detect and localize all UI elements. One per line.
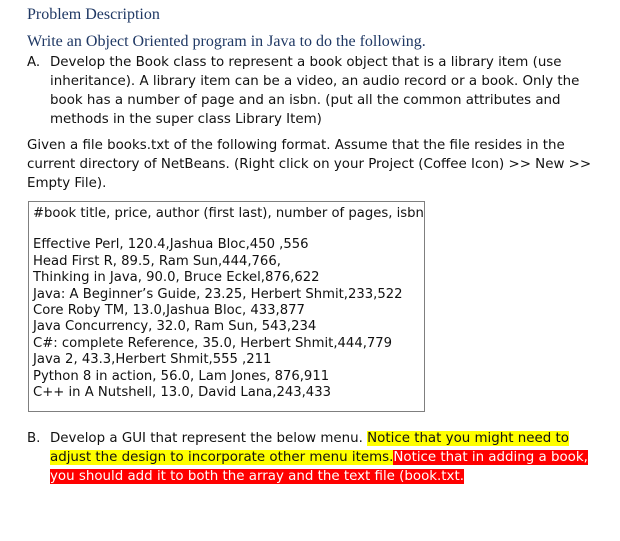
yellow-highlight-note: Notice that you might need to adjust the design to incorporate other menu items. — [50, 431, 569, 465]
task-item-b — [27, 429, 602, 486]
file-line: Java Concurrency, 32.0, Ram Sun, 543,234 — [33, 319, 317, 335]
file-line: C#: complete Reference, 35.0, Herbert Shmit,444,779 — [33, 335, 393, 351]
file-line: Head First R, 89.5, Ram Sun,444,766, — [33, 253, 281, 269]
file-line: Thinking in Java, 90.0, Bruce Eckel,876,622 — [33, 270, 320, 286]
file-format-box — [28, 201, 425, 412]
item-b-plain-text: Develop a GUI that represent the below menu. — [50, 431, 368, 446]
file-line: Core Roby TM, 13.0,Jashua Bloc, 433,877 — [33, 303, 305, 319]
item-a-text: Develop the Book class to represent a book object that is a library item (use inheritance). A library item can be a video, an audio record or a book. Only the book has a number of page and an isbn. (put all the common attributes and methods in the super class Library Item) — [50, 55, 580, 127]
item-a-marker: A. — [27, 55, 41, 70]
file-line: Effective Perl, 120.4,Jashua Bloc,450 ,556 — [33, 237, 309, 253]
intro-sentence: Write an Object Oriented program in Java to do the following. — [27, 33, 426, 50]
file-header-line: #book title, price, author (first last), number of pages, isbn — [33, 206, 424, 221]
file-line: C++ in A Nutshell, 13.0, David Lana,243,433 — [33, 385, 331, 401]
file-line: Java 2, 43.3,Herbert Shmit,555 ,211 — [33, 352, 272, 368]
file-line: Python 8 in action, 56.0, Lam Jones, 876,911 — [33, 368, 330, 384]
file-format-paragraph: Given a file books.txt of the following format. Assume that the file resides in the current directory of NetBeans. (Right click on your Project (Coffee Icon) >> New >> Empty File). — [27, 138, 592, 191]
item-b-text — [50, 429, 602, 486]
red-highlight-note: Notice that in adding a book, you should add it to both the array and the text file (book.txt. — [50, 450, 588, 484]
item-b-marker: B. — [27, 431, 41, 446]
task-item-a — [27, 53, 602, 129]
page-heading: Problem Description — [27, 6, 160, 23]
file-line: Java: A Beginner’s Guide, 23.25, Herbert Shmit,233,522 — [33, 286, 403, 302]
